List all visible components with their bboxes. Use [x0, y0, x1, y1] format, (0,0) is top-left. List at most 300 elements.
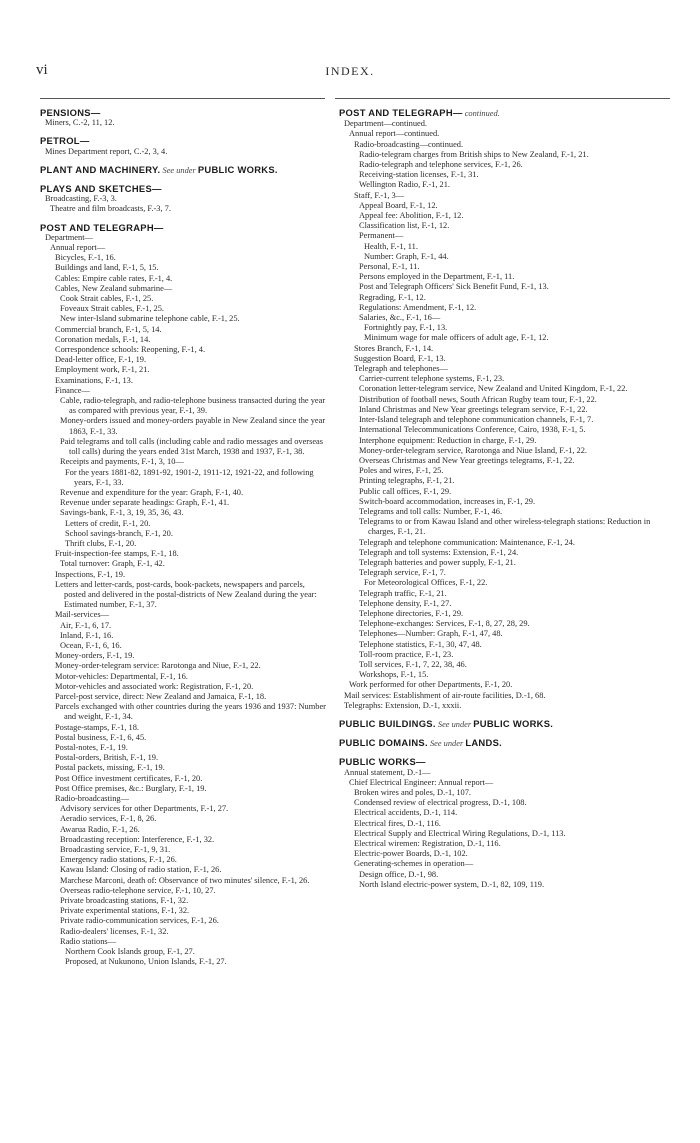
- entry-text: Advisory services for other Departments, F.-1, 27.: [60, 804, 229, 814]
- index-entry: [40, 355, 327, 365]
- index-entry: [339, 354, 669, 364]
- entry-text: Post and Telegraph Officers' Sick Benefit Fund, F.-1, 13.: [359, 282, 549, 292]
- index-entry: [40, 886, 327, 896]
- index-entry: [339, 558, 669, 568]
- index-entry: [40, 743, 327, 753]
- index-entry: [40, 702, 327, 722]
- index-entry: [339, 609, 669, 619]
- index-entry: [339, 160, 669, 170]
- index-entry: [40, 957, 327, 967]
- index-entry: [40, 927, 327, 937]
- index-entry: [339, 880, 669, 890]
- index-entry: [339, 578, 669, 588]
- entry-text: Bicycles, F.-1, 16.: [55, 253, 116, 263]
- index-entry: [339, 333, 669, 343]
- entry-text: Regrading, F.-1, 12.: [359, 292, 426, 302]
- entry-text: Toll-room practice, F.-1, 23.: [359, 649, 454, 659]
- index-entry: [339, 262, 669, 272]
- index-entry: [339, 640, 669, 650]
- entry-text: Inter-Island telegraph and telephone communication channels, F.-1, 7.: [359, 415, 594, 425]
- entry-text: Generating-schemes in operation—: [354, 859, 474, 869]
- cross-reference-note: See under: [160, 165, 198, 175]
- index-entry: [339, 364, 669, 374]
- entry-text: Telephone-exchanges: Services, F.-1, 8, 27, 28, 29.: [359, 619, 530, 629]
- index-heading: [339, 738, 669, 749]
- index-entry: [339, 497, 669, 507]
- entry-text: Savings-bank, F.-1, 3, 19, 35, 36, 43.: [60, 508, 184, 518]
- index-entry: [40, 672, 327, 682]
- entry-text: Motor-vehicles: Departmental, F.-1, 16.: [55, 671, 188, 681]
- entry-text: Annual report—continued.: [349, 129, 440, 139]
- entry-text: Number: Graph, F.-1, 44.: [364, 251, 449, 261]
- index-entry: [339, 548, 669, 558]
- entry-text: Fortnightly pay, F.-1, 13.: [364, 323, 448, 333]
- entry-text: Telephone statistics, F.-1, 30, 47, 48.: [359, 639, 482, 649]
- entry-text: Radio-broadcasting—continued.: [354, 139, 464, 149]
- index-entry: [339, 507, 669, 517]
- index-entry: [339, 201, 669, 211]
- entry-text: Private radio-communication services, F.-1, 26.: [60, 916, 219, 926]
- index-heading: [40, 165, 327, 176]
- entry-text: Proposed, at Nukunono, Union Islands, F.-1, 27.: [65, 957, 227, 967]
- index-entry: [40, 274, 327, 284]
- index-entry: [40, 386, 327, 396]
- index-entry: [40, 243, 327, 253]
- entry-text: School savings-branch, F.-1, 20.: [65, 528, 173, 538]
- entry-text: Radio-dealers' licenses, F.-1, 32.: [60, 926, 169, 936]
- entry-text: Electrical wiremen: Registration, D.-1, 116.: [354, 839, 501, 849]
- entry-text: Motor-vehicles and associated work: Registration, F.-1, 20.: [55, 681, 254, 691]
- index-entry: [339, 119, 669, 129]
- entry-text: Coronation letter-telegram service, New Zealand and United Kingdom, F.-1, 22.: [359, 384, 628, 394]
- entry-text: POST AND TELEGRAPH—: [40, 221, 164, 233]
- entry-text: Appeal fee: Abolition, F.-1, 12.: [359, 211, 464, 221]
- entry-text: Examinations, F.-1, 13.: [55, 375, 133, 385]
- entry-text: Annual statement, D.-1—: [344, 767, 431, 777]
- entry-text: Parcel-post service, direct: New Zealand and Jamaica, F.-1, 18.: [55, 691, 267, 701]
- index-entry: [339, 252, 669, 262]
- index-entry: [40, 345, 327, 355]
- entry-text: Department—: [45, 232, 93, 242]
- entry-text: Wellington Radio, F.-1, 21.: [359, 180, 451, 190]
- index-entry: [339, 670, 669, 680]
- index-entry: [40, 147, 327, 157]
- entry-text: Broadcasting service, F.-1, 9, 31.: [60, 845, 171, 855]
- index-entry: [40, 651, 327, 661]
- entry-text: Post Office investment certificates, F.-1, 20.: [55, 773, 203, 783]
- index-entry: [339, 384, 669, 394]
- index-entry: [339, 129, 669, 139]
- index-entry: [40, 304, 327, 314]
- index-entry: [339, 436, 669, 446]
- entry-text: Switch-board accommodation, increases in, F.-1, 29.: [359, 496, 536, 506]
- index-entry: [339, 568, 669, 578]
- entry-text: New inter-Island submarine telephone cable, F.-1, 25.: [60, 314, 240, 324]
- entry-text: PLANT AND MACHINERY.: [40, 163, 161, 175]
- entry-text: Health, F.-1, 11.: [364, 241, 418, 251]
- entry-text: Staff, F.-1, 3—: [354, 190, 405, 200]
- left-index-column: [40, 108, 327, 967]
- entry-text: Commercial branch, F.-1, 5, 14.: [55, 324, 162, 334]
- index-entry: [339, 405, 669, 415]
- index-entry: [40, 559, 327, 569]
- index-entry: [40, 488, 327, 498]
- index-entry: [339, 140, 669, 150]
- entry-text: Private broadcasting stations, F.-1, 32.: [60, 896, 189, 906]
- index-entry: [40, 621, 327, 631]
- index-entry: [339, 211, 669, 221]
- index-entry: [339, 242, 669, 252]
- entry-text: Postal-orders, British, F.-1, 19.: [55, 753, 159, 763]
- cross-reference-target: PUBLIC WORKS.: [197, 163, 278, 175]
- index-entry: [40, 763, 327, 773]
- cross-reference-note: continued.: [462, 109, 500, 118]
- index-entry: [40, 468, 327, 488]
- entry-text: Inland, F.-1, 16.: [60, 630, 114, 640]
- entry-text: Inspections, F.-1, 19.: [55, 569, 126, 579]
- entry-text: Coronation medals, F.-1, 14.: [55, 334, 151, 344]
- entry-text: Telephone density, F.-1, 27.: [359, 598, 452, 608]
- entry-text: Emergency radio stations, F.-1, 26.: [60, 855, 177, 865]
- index-entry: [40, 661, 327, 671]
- index-entry: [40, 692, 327, 702]
- entry-text: Northern Cook Islands group, F.-1, 27.: [65, 947, 195, 957]
- entry-text: Electrical fires, D.-1, 116.: [354, 818, 441, 828]
- entry-text: Overseas radio-telephone service, F.-1, 10, 27.: [60, 885, 216, 895]
- index-entry: [40, 233, 327, 243]
- index-entry: [339, 191, 669, 201]
- entry-text: Telegrams and toll calls: Number, F.-1, 46.: [359, 506, 503, 516]
- index-entry: [339, 599, 669, 609]
- index-entry: [40, 631, 327, 641]
- index-entry: [339, 701, 669, 711]
- entry-text: Stores Branch, F.-1, 14.: [354, 343, 434, 353]
- entry-text: PENSIONS—: [40, 107, 101, 118]
- entry-text: Aeradio services, F.-1, 8, 26.: [60, 814, 157, 824]
- page-title: INDEX.: [325, 64, 375, 78]
- entry-text: Miners, C.-2, 11, 12.: [45, 118, 115, 128]
- entry-text: Annual report—: [50, 243, 106, 253]
- index-entry: [40, 794, 327, 804]
- entry-text: Cables: Empire cable rates, F.-1, 4.: [55, 273, 173, 283]
- index-entry: [40, 784, 327, 794]
- entry-text: Distribution of football news, South African Rugby team tour, F.-1, 22.: [359, 394, 597, 404]
- entry-text: Postage-stamps, F.-1, 18.: [55, 722, 140, 732]
- page-number: vi: [36, 62, 48, 78]
- entry-text: Chief Electrical Engineer: Annual report—: [349, 777, 494, 787]
- entry-text: Telegraphs: Extension, D.-1, xxxii.: [344, 700, 462, 710]
- index-entry: [40, 314, 327, 324]
- entry-text: Foveaux Strait cables, F.-1, 25.: [60, 304, 164, 314]
- entry-text: Radio-telegraph and telephone services, F.-1, 26.: [359, 160, 523, 170]
- index-entry: [40, 498, 327, 508]
- entry-text: Condensed review of electrical progress, D.-1, 108.: [354, 798, 527, 808]
- entry-text: Telegraph and telephone communication: Maintenance, F.-1, 24.: [359, 537, 575, 547]
- index-heading: [40, 223, 327, 233]
- entry-text: Department—continued.: [344, 119, 428, 129]
- entry-text: Letters and letter-cards, post-cards, book-packets, newspapers and parcels, posted and delivered in the postal-districts of New Zealand during the year: Estimated number, F.-1, 37.: [55, 579, 317, 610]
- entry-text: Telegraph and toll systems: Extension, F.-1, 24.: [359, 547, 519, 557]
- index-entry: [40, 508, 327, 518]
- index-entry: [40, 723, 327, 733]
- index-entry: [339, 313, 669, 323]
- index-entry: [339, 446, 669, 456]
- entry-text: Radio-telegram charges from British ships to New Zealand, F.-1, 21.: [359, 149, 589, 159]
- index-entry: [339, 849, 669, 859]
- index-heading: [339, 108, 669, 119]
- entry-text: Personal, F.-1, 11.: [359, 262, 420, 272]
- entry-text: PUBLIC WORKS—: [339, 756, 426, 768]
- entry-text: Carrier-current telephone systems, F.-1, 23.: [359, 374, 505, 384]
- cross-reference-target: LANDS.: [465, 737, 503, 749]
- entry-text: Paid telegrams and toll calls (including cable and radio messages and overseas toll calls) during the years ended 31st March, 1938 and 1937, F.-1, 38.: [60, 436, 324, 457]
- index-entry: [339, 425, 669, 435]
- entry-text: Classification list, F.-1, 12.: [359, 221, 450, 231]
- entry-text: Telegraph service, F.-1, 7.: [359, 568, 446, 578]
- entry-text: PUBLIC DOMAINS.: [339, 737, 428, 749]
- index-entry: [339, 282, 669, 292]
- entry-text: PUBLIC BUILDINGS.: [339, 717, 436, 729]
- index-entry: [40, 682, 327, 692]
- index-entry: [40, 457, 327, 467]
- index-entry: [40, 325, 327, 335]
- entry-text: Electrical accidents, D.-1, 114.: [354, 808, 458, 818]
- entry-text: Inland Christmas and New Year greetings telegram service, F.-1, 22.: [359, 404, 588, 414]
- index-entry: [339, 870, 669, 880]
- index-entry: [40, 118, 327, 128]
- entry-text: Postal packets, missing, F.-1, 19.: [55, 763, 165, 773]
- index-entry: [339, 272, 669, 282]
- entry-text: Cables, New Zealand submarine—: [55, 283, 173, 293]
- index-entry: [40, 825, 327, 835]
- entry-text: Cable, radio-telegraph, and radio-telephone business transacted during the year as compared with previous year, F.-1, 39.: [60, 396, 326, 416]
- index-entry: [339, 680, 669, 690]
- index-entry: [40, 416, 327, 436]
- entry-text: Money-orders, F.-1, 19.: [55, 651, 135, 661]
- index-entry: [40, 906, 327, 916]
- index-entry: [40, 539, 327, 549]
- entry-text: Employment work, F.-1, 21.: [55, 365, 150, 375]
- index-entry: [40, 294, 327, 304]
- index-entry: [40, 437, 327, 457]
- entry-text: Money-orders issued and money-orders payable in New Zealand since the year 1863, F.-1, 33.: [60, 416, 326, 436]
- index-entry: [339, 221, 669, 231]
- index-entry: [339, 180, 669, 190]
- entry-text: Radio-broadcasting—: [55, 794, 129, 803]
- entry-text: Telegraph and telephones—: [354, 364, 448, 374]
- entry-text: Public call offices, F.-1, 29.: [359, 486, 452, 496]
- index-heading: [40, 184, 327, 194]
- entry-text: North Island electric-power system, D.-1, 82, 109, 119.: [359, 879, 545, 889]
- index-entry: [40, 916, 327, 926]
- index-entry: [339, 859, 669, 869]
- index-entry: [339, 691, 669, 701]
- index-entry: [339, 466, 669, 476]
- index-entry: [40, 253, 327, 263]
- entry-text: Dead-letter office, F.-1, 19.: [55, 355, 147, 365]
- right-index-column: [339, 108, 669, 890]
- entry-text: PLAYS AND SKETCHES—: [40, 183, 162, 195]
- entry-text: Correspondence schools: Reopening, F.-1, 4.: [55, 345, 206, 355]
- index-entry: [339, 323, 669, 333]
- index-entry: [40, 845, 327, 855]
- index-entry: [40, 774, 327, 784]
- entry-text: Workshops, F.-1, 15.: [359, 670, 429, 680]
- index-entry: [339, 829, 669, 839]
- entry-text: Telephones—Number: Graph, F.-1, 47, 48.: [359, 629, 503, 639]
- entry-text: Post Office premises, &c.: Burglary, F.-1, 19.: [55, 783, 207, 793]
- entry-text: Mines Department report, C.-2, 3, 4.: [45, 146, 168, 156]
- index-entry: [40, 284, 327, 294]
- page-header: [36, 62, 664, 84]
- entry-text: Private experimental stations, F.-1, 32.: [60, 906, 190, 916]
- left-column-rule: [40, 98, 325, 99]
- index-entry: [339, 538, 669, 548]
- index-entry: [40, 549, 327, 559]
- index-entry: [339, 293, 669, 303]
- entry-text: Minimum wage for male officers of adult age, F.-1, 12.: [364, 333, 549, 343]
- entry-text: Awarua Radio, F.-1, 26.: [60, 824, 140, 834]
- index-entry: [40, 580, 327, 611]
- index-entry: [40, 610, 327, 620]
- index-heading: [339, 719, 669, 730]
- entry-text: Letters of credit, F.-1, 20.: [65, 518, 151, 528]
- index-entry: [40, 814, 327, 824]
- cross-reference-note: See under: [435, 719, 474, 729]
- entry-text: Poles and wires, F.-1, 25.: [359, 466, 444, 476]
- entry-text: Telegraph batteries and power supply, F.-1, 21.: [359, 557, 516, 567]
- index-entry: [40, 376, 327, 386]
- entry-text: Telegrams to or from Kawau Island and other wireless-telegraph stations: Reduction in charges, F.-1, 21.: [359, 517, 651, 537]
- entry-text: Kawau Island: Closing of radio station, F.-1, 26.: [60, 865, 222, 875]
- entry-text: Revenue and expenditure for the year: Graph, F.-1, 40.: [60, 487, 244, 497]
- index-entry: [40, 947, 327, 957]
- entry-text: Electrical Supply and Electrical Wiring Regulations, D.-1, 113.: [354, 828, 566, 838]
- entry-text: For Meteorological Offices, F.-1, 22.: [364, 578, 488, 588]
- entry-text: International Telecommunications Conference, Cairo, 1938, F.-1, 5.: [359, 425, 586, 435]
- entry-text: Radio stations—: [60, 936, 117, 946]
- entry-text: Printing telegraphs, F.-1, 21.: [359, 476, 455, 486]
- entry-text: Parcels exchanged with other countries during the years 1936 and 1937: Number and weight, F.-1, 34.: [55, 702, 326, 722]
- index-entry: [339, 150, 669, 160]
- entry-text: Broadcasting reception: Interference, F.-1, 32.: [60, 834, 215, 844]
- index-entry: [339, 589, 669, 599]
- index-entry: [339, 415, 669, 425]
- index-entry: [40, 804, 327, 814]
- cross-reference-target: PUBLIC WORKS.: [473, 717, 554, 729]
- index-entry: [40, 733, 327, 743]
- index-entry: [339, 619, 669, 629]
- cross-reference-note: See under: [427, 739, 466, 749]
- index-entry: [40, 263, 327, 273]
- entry-text: Persons employed in the Department, F.-1, 11.: [359, 272, 515, 282]
- entry-text: Regulations: Amendment, F.-1, 12.: [359, 302, 477, 312]
- index-entry: [339, 456, 669, 466]
- index-entry: [40, 529, 327, 539]
- index-entry: [339, 476, 669, 486]
- index-entry: [40, 937, 327, 947]
- entry-text: Broadcasting, F.-3, 3.: [45, 194, 117, 204]
- index-entry: [40, 570, 327, 580]
- entry-text: Design office, D.-1, 98.: [359, 869, 439, 879]
- entry-text: Money-order-telegram service, Rarotonga and Niue Island, F.-1, 22.: [359, 445, 588, 455]
- index-entry: [339, 303, 669, 313]
- index-entry: [40, 365, 327, 375]
- index-entry: [339, 768, 669, 778]
- index-entry: [339, 660, 669, 670]
- entry-text: Receiving-station licenses, F.-1, 31.: [359, 170, 479, 180]
- index-entry: [40, 204, 327, 214]
- entry-text: Finance—: [55, 385, 90, 395]
- entry-text: Revenue under separate headings: Graph, F.-1, 41.: [60, 498, 230, 508]
- entry-text: Money-order-telegram service: Rarotonga and Niue, F.-1, 22.: [55, 661, 261, 671]
- index-entry: [339, 798, 669, 808]
- index-entry: [40, 194, 327, 204]
- entry-text: Receipts and payments, F.-1, 3, 10—: [60, 457, 184, 467]
- entry-text: Air, F.-1, 6, 17.: [60, 620, 112, 630]
- entry-text: Toll services, F.-1, 7, 22, 38, 46.: [359, 659, 467, 669]
- index-entry: [40, 396, 327, 416]
- entry-text: Thrift clubs, F.-1, 20.: [65, 538, 137, 548]
- entry-text: Telegraph traffic, F.-1, 21.: [359, 588, 447, 598]
- entry-text: Marchese Marconi, death of: Observance of two minutes' silence, F.-1, 26.: [60, 875, 310, 885]
- index-entry: [40, 855, 327, 865]
- index-entry: [339, 808, 669, 818]
- index-heading: [40, 136, 327, 146]
- entry-text: Telephone directories, F.-1, 29.: [359, 608, 464, 618]
- entry-text: Interphone equipment: Reduction in charge, F.-1, 29.: [359, 435, 537, 445]
- entry-text: Total turnover: Graph, F.-1, 42.: [60, 559, 165, 569]
- entry-text: Postal-notes, F.-1, 19.: [55, 742, 128, 752]
- index-entry: [339, 839, 669, 849]
- index-entry: [40, 865, 327, 875]
- index-entry: [339, 344, 669, 354]
- index-entry: [339, 374, 669, 384]
- entry-text: Permanent—: [359, 231, 404, 241]
- entry-text: Work performed for other Departments, F.-1, 20.: [349, 680, 513, 690]
- entry-text: Suggestion Board, F.-1, 13.: [354, 353, 446, 363]
- entry-text: Postal business, F.-1, 6, 45.: [55, 732, 147, 742]
- entry-text: Overseas Christmas and New Year greetings telegrams, F.-1, 22.: [359, 455, 575, 465]
- index-heading: [339, 757, 669, 767]
- index-entry: [339, 650, 669, 660]
- entry-text: PETROL—: [40, 135, 90, 147]
- index-entry: [40, 519, 327, 529]
- index-heading: [40, 108, 327, 118]
- entry-text: Appeal Board, F.-1, 12.: [359, 200, 438, 210]
- index-entry: [339, 395, 669, 405]
- index-entry: [40, 896, 327, 906]
- index-entry: [339, 788, 669, 798]
- index-entry: [339, 231, 669, 241]
- index-entry: [339, 778, 669, 788]
- entry-text: Buildings and land, F.-1, 5, 15.: [55, 263, 159, 273]
- entry-text: Electric-power Boards, D.-1, 102.: [354, 849, 468, 859]
- right-column-rule: [335, 98, 670, 99]
- entry-text: Broken wires and poles, D.-1, 107.: [354, 788, 471, 797]
- entry-text: Ocean, F.-1, 6, 16.: [60, 640, 122, 650]
- entry-text: Theatre and film broadcasts, F.-3, 7.: [50, 204, 171, 214]
- index-entry: [40, 876, 327, 886]
- entry-text: Mail services: Establishment of air-route facilities, D.-1, 68.: [344, 690, 546, 700]
- index-entry: [339, 517, 669, 537]
- entry-text: Fruit-inspection-fee stamps, F.-1, 18.: [55, 549, 179, 559]
- index-entry: [339, 170, 669, 180]
- entry-text: POST AND TELEGRAPH—: [339, 107, 463, 118]
- index-entry: [40, 335, 327, 345]
- index-entry: [339, 629, 669, 639]
- index-entry: [40, 641, 327, 651]
